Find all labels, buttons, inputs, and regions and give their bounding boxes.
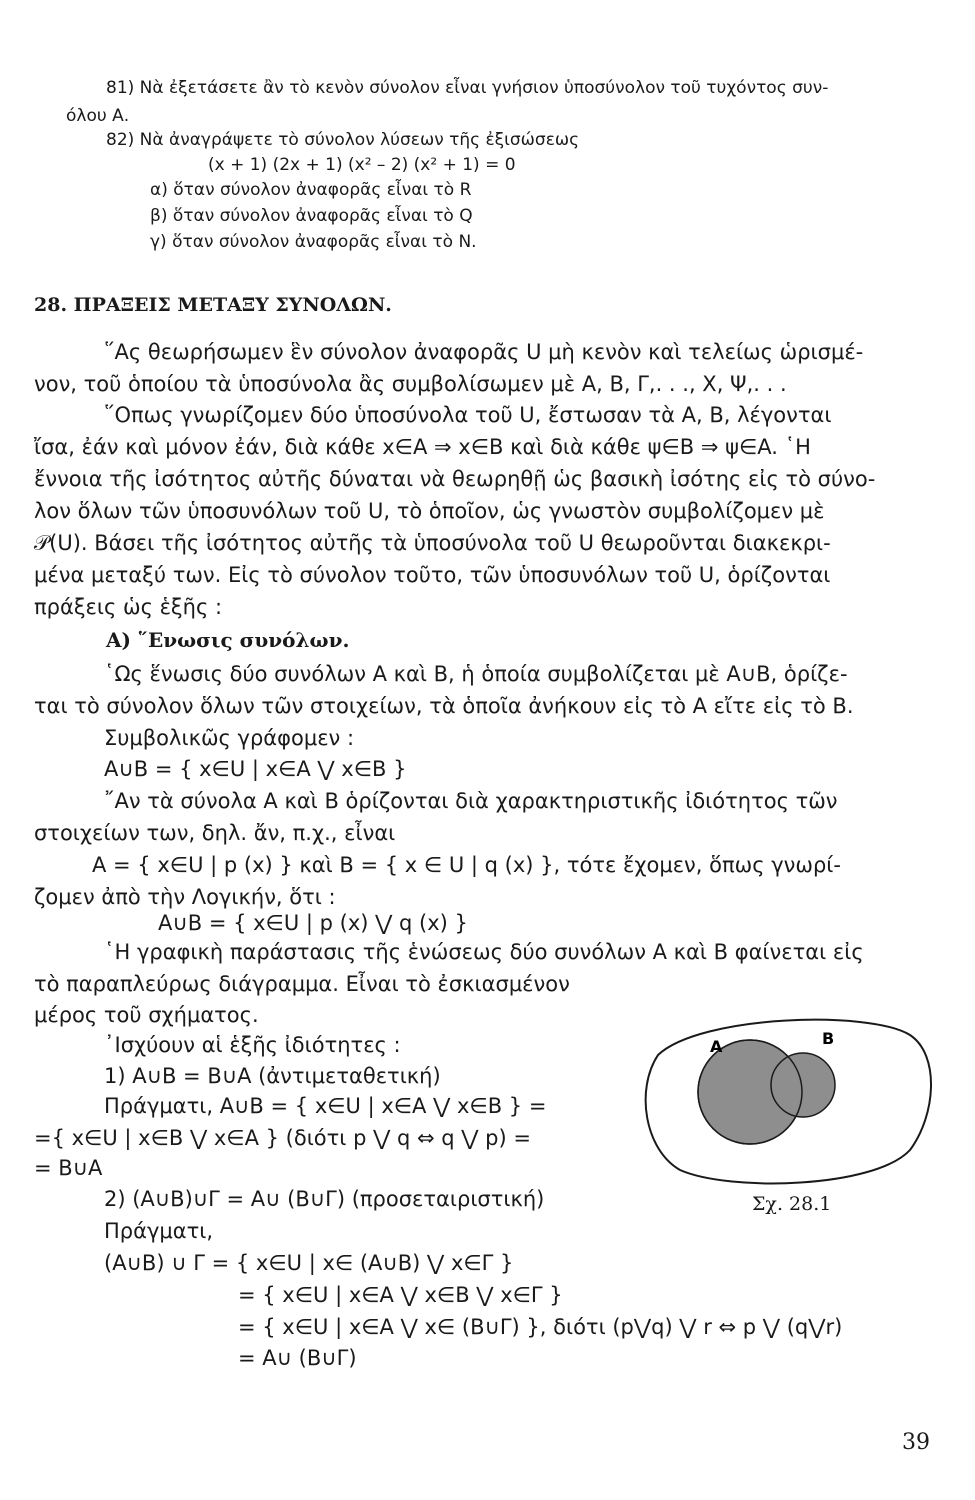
paragraph-line: ᾿Ισχύουν αἱ ἑξῆς ἰδιότητες : <box>104 1033 401 1057</box>
paragraph-line: ῎Αν τὰ σύνολα Α καὶ Β ὁρίζονται διὰ χαρακτηριστικῆς ἰδιότητος τῶν <box>104 789 838 813</box>
paragraph-line: 𝒫(U). Βάσει τῆς ἰσότητος αὐτῆς τὰ ὑποσύνολα τοῦ U θεωροῦνται διακεκρι- <box>34 531 831 555</box>
venn-diagram <box>640 1010 940 1190</box>
paragraph-line: λον ὅλων τῶν ὑποσυνόλων τοῦ U, τὸ ὁποῖον, ὡς γνωστὸν συμβολίζομεν μὲ <box>34 499 825 523</box>
formula-union: Α∪Β = { x∈U | x∈A ⋁ x∈B } <box>104 757 407 781</box>
paragraph-line: ῞Ας θεωρήσωμεν ἓν σύνολον ἀναφορᾶς U μὴ κενὸν καὶ τελείως ὡρισμέ- <box>104 340 864 364</box>
option-b: β) ὅταν σύνολον ἀναφορᾶς εἶναι τὸ Q <box>150 206 473 226</box>
paragraph-line: Πράγματι, <box>104 1219 214 1243</box>
figure-caption: Σχ. 28.1 <box>752 1193 832 1215</box>
property-commutative: 1) Α∪Β = Β∪Α (ἀντιμεταθετική) <box>104 1064 441 1088</box>
paragraph-line: = Α∪ (Β∪Γ) <box>238 1346 357 1370</box>
paragraph-line: νον, τοῦ ὁποίου τὰ ὑποσύνολα ἂς συμβολίσωμεν μὲ Α, Β, Γ,. . ., Χ, Ψ,. . . <box>34 372 787 396</box>
paragraph-line: Α = { x∈U | p (x) } καὶ Β = { x ∈ U | q (x) }, τότε ἔχομεν, ὅπως γνωρί- <box>92 853 841 877</box>
exercise-81-line1: 81) Νὰ ἐξετάσετε ἂν τὸ κενὸν σύνολον εἶναι γνήσιον ὑποσύνολον τοῦ τυχόντος συν- <box>106 78 829 98</box>
equation: (x + 1) (2x + 1) (x² – 2) (x² + 1) = 0 <box>208 155 516 175</box>
paragraph-line: ῾Η γραφικὴ παράστασις τῆς ἑνώσεως δύο συνόλων Α καὶ Β φαίνεται εἰς <box>104 940 864 964</box>
paragraph-line: ῾Ως ἕνωσις δύο συνόλων Α καὶ Β, ἡ ὁποία συμβολίζεται μὲ Α∪Β, ὁρίζε- <box>104 662 848 686</box>
paragraph-line: ῞Οπως γνωρίζομεν δύο ὑποσύνολα τοῦ U, ἔστωσαν τὰ Α, Β, λέγονται <box>104 403 832 427</box>
option-a: α) ὅταν σύνολον ἀναφορᾶς εἶναι τὸ R <box>150 180 472 200</box>
paragraph-line: πράξεις ὡς ἑξῆς : <box>34 595 223 619</box>
paragraph-line: ται τὸ σύνολον ὅλων τῶν στοιχείων, τὰ ὁποῖα ἀνήκουν εἰς τὸ Α εἴτε εἰς τὸ Β. <box>34 694 854 718</box>
property-associative: 2) (Α∪Β)∪Γ = Α∪ (Β∪Γ) (προσεταιριστική) <box>104 1187 545 1211</box>
set-a-label: A <box>710 1037 723 1056</box>
paragraph-line: στοιχείων των, δηλ. ἄν, π.χ., εἶναι <box>34 821 396 845</box>
option-c: γ) ὅταν σύνολον ἀναφορᾶς εἶναι τὸ N. <box>150 232 477 252</box>
paragraph-line: Συμβολικῶς γράφομεν : <box>104 726 355 750</box>
set-b-label: B <box>822 1029 835 1048</box>
paragraph-line: Πράγματι, Α∪Β = { x∈U | x∈A ⋁ x∈B } = <box>104 1094 547 1118</box>
formula-union-logic: Α∪Β = { x∈U | p (x) ⋁ q (x) } <box>158 911 468 935</box>
exercise-81-line2: όλου Α. <box>66 106 130 126</box>
paragraph-line: ={ x∈U | x∈B ⋁ x∈A } (διότι p ⋁ q ⇔ q ⋁ p) = <box>34 1126 531 1150</box>
paragraph-line: ἔννοια τῆς ἰσότητος αὐτῆς δύναται νὰ θεωρηθῇ ὡς βασικὴ ἰσότης εἰς τὸ σύνο- <box>34 467 876 491</box>
paragraph-line: ἴσα, ἐάν καὶ μόνον ἐάν, διὰ κάθε x∈A ⇒ x∈B καὶ διὰ κάθε ψ∈B ⇒ ψ∈A. ῾Η <box>34 435 811 459</box>
set-b-circle <box>771 1053 835 1117</box>
paragraph-line: = { x∈U | x∈A ⋁ x∈B ⋁ x∈Γ } <box>238 1283 563 1307</box>
paragraph-line: τὸ παραπλεύρως διάγραμμα. Εἶναι τὸ ἐσκιασμένον <box>34 972 570 996</box>
paragraph-line: = { x∈U | x∈A ⋁ x∈ (Β∪Γ) }, διότι (p⋁q) ⋁ r ⇔ p ⋁ (q⋁r) <box>238 1315 843 1339</box>
paragraph-line: ζομεν ἀπὸ τὴν Λογικήν, ὅτι : <box>34 885 336 909</box>
subsection-heading-union: Α) ῞Ενωσις συνόλων. <box>106 628 350 652</box>
paragraph-line: μένα μεταξύ των. Εἰς τὸ σύνολον τοῦτο, τῶν ὑποσυνόλων τοῦ U, ὁρίζονται <box>34 563 831 587</box>
exercise-82: 82) Νὰ ἀναγράψετε τὸ σύνολον λύσεων τῆς ἐξισώσεως <box>106 130 580 150</box>
section-heading-28: 28. ΠΡΑΞΕΙΣ ΜΕΤΑΞΥ ΣΥΝΟΛΩΝ. <box>34 294 392 316</box>
paragraph-line: = Β∪Α <box>34 1156 103 1180</box>
paragraph-line: (Α∪Β) ∪ Γ = { x∈U | x∈ (Α∪Β) ⋁ x∈Γ } <box>104 1251 514 1275</box>
paragraph-line: μέρος τοῦ σχήματος. <box>34 1003 259 1027</box>
page-number: 39 <box>902 1430 930 1455</box>
